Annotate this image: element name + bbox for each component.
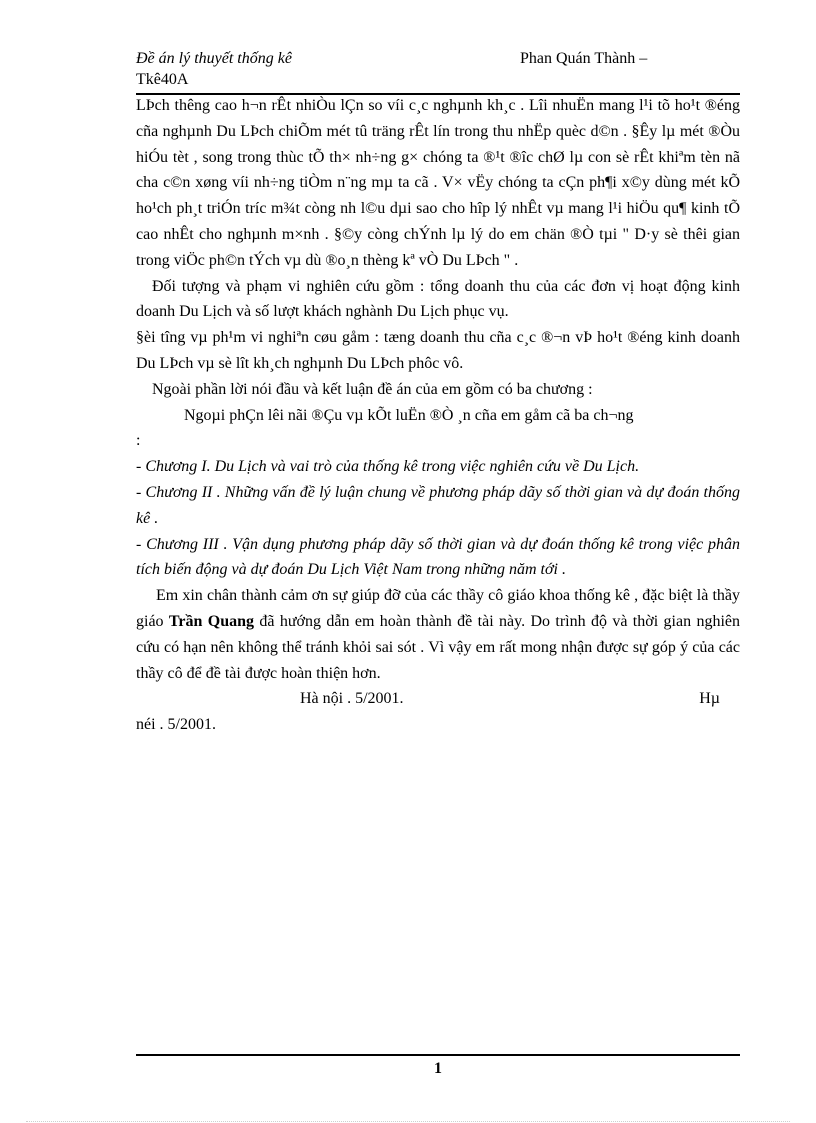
header-author: Phan Quán Thành – [520, 50, 648, 67]
thanks-advisor-name: Trần Quang [168, 612, 255, 630]
signature-line [136, 686, 740, 712]
chapter-1: - Chương I. Du Lịch và vai trò của thống kê trong việc nghiên cứu về Du Lịch. [136, 458, 640, 476]
chapter-3: - Chương III . Vận dụng phương pháp dãy số thời gian và dự đoán thống kê trong việc phân tích biến động và dự đoán Du Lịch Việt Nam trong những năm tới . [136, 535, 740, 579]
paragraph-parts: Ngoài phần lời nói đầu và kết luận đề án của em gồm có ba chương : [152, 380, 593, 398]
thanks-text-before: Em xin chân thành cảm ơn sự giúp đỡ của các thầy cô giáo khoa thống kê , đặc biệt là thầy giáo [136, 587, 740, 630]
document-body [136, 93, 740, 738]
garbled-paragraph-parts: Ngoµi phÇn lêi nãi ®Çu vµ kÕt luËn ®Ò ¸n cña em gåm cã ba ch¬ng [184, 406, 634, 424]
paragraph-thanks [136, 583, 740, 686]
garbled-paragraph-intro: LÞch thêng cao h¬n rÊt nhiÒu lÇn so víi c¸c nghµnh kh¸c . Lîi nhuËn mang l¹i tõ ho¹t ®éng cña nghµnh Du LÞch chiÕm mét tû träng rÊt lín trong thu nhËp quèc d©n . §Êy lµ mét ®Òu hiÓu tèt , song trong thùc tÕ th× nh÷ng g× chóng ta ®¹t ®îc chØ lµ con sè rÊt khiªm tèn nã cha c©n xøng víi nh÷ng tiÒm n¨ng mµ ta cã . V× vËy chóng ta cÇn ph¶i x©y dùng mét kÕ ho¹ch ph¸t triÓn tríc m¾t còng nh l©u dµi sao cho hîp lý nhÊt vµ mang l¹i hiÖu qu¶ kinh tÕ cao nhÊt cho nghµnh m×nh . §©y còng chÝnh lµ lý do em chän ®Ò tµi " D·y sè thêi gian trong viÖc ph©n tÝch vµ dù ®o¸n thèng kª vÒ Du LÞch " . [136, 97, 740, 269]
header-class: Tkê40A [136, 71, 189, 88]
signature-garbled-a: Hµ [699, 690, 720, 708]
thanks-text-after: đã hướng dẫn em hoàn thành đề tài này. Do trình độ và thời gian nghiên cứu có hạn nên không thể tránh khỏi sai sót . Vì vậy em rất mong nhận được sự góp ý của các thầy cô để đề tài được hoàn thiện hơn. [136, 612, 740, 682]
footer-rule [136, 1054, 740, 1056]
signature-garbled-b: néi . 5/2001. [136, 716, 216, 734]
signature-place-date: Hà nội . 5/2001. [300, 690, 404, 708]
colon-line: : [136, 432, 141, 450]
header-title: Đề án lý thuyết thống kê [136, 50, 292, 67]
paragraph-scope: Đối tượng và phạm vi nghiên cứu gồm : tổng doanh thu của các đơn vị hoạt động kinh doanh Du Lịch và số lượt khách nghành Du Lịch phục vụ. [136, 277, 740, 321]
chapter-2: - Chương II . Những vấn đề lý luận chung về phương pháp dãy số thời gian và dự đoán thống kê . [136, 483, 740, 527]
garbled-paragraph-scope: §èi tîng vµ ph¹m vi nghiªn cøu gåm : tæng doanh thu cña c¸c ®¬n vÞ ho¹t ®éng kinh doanh Du LÞch vµ sè lît kh¸ch nghµnh Du LÞch phôc vô. [136, 329, 740, 372]
page-number: 1 [434, 1060, 442, 1077]
page-edge [26, 1121, 790, 1122]
